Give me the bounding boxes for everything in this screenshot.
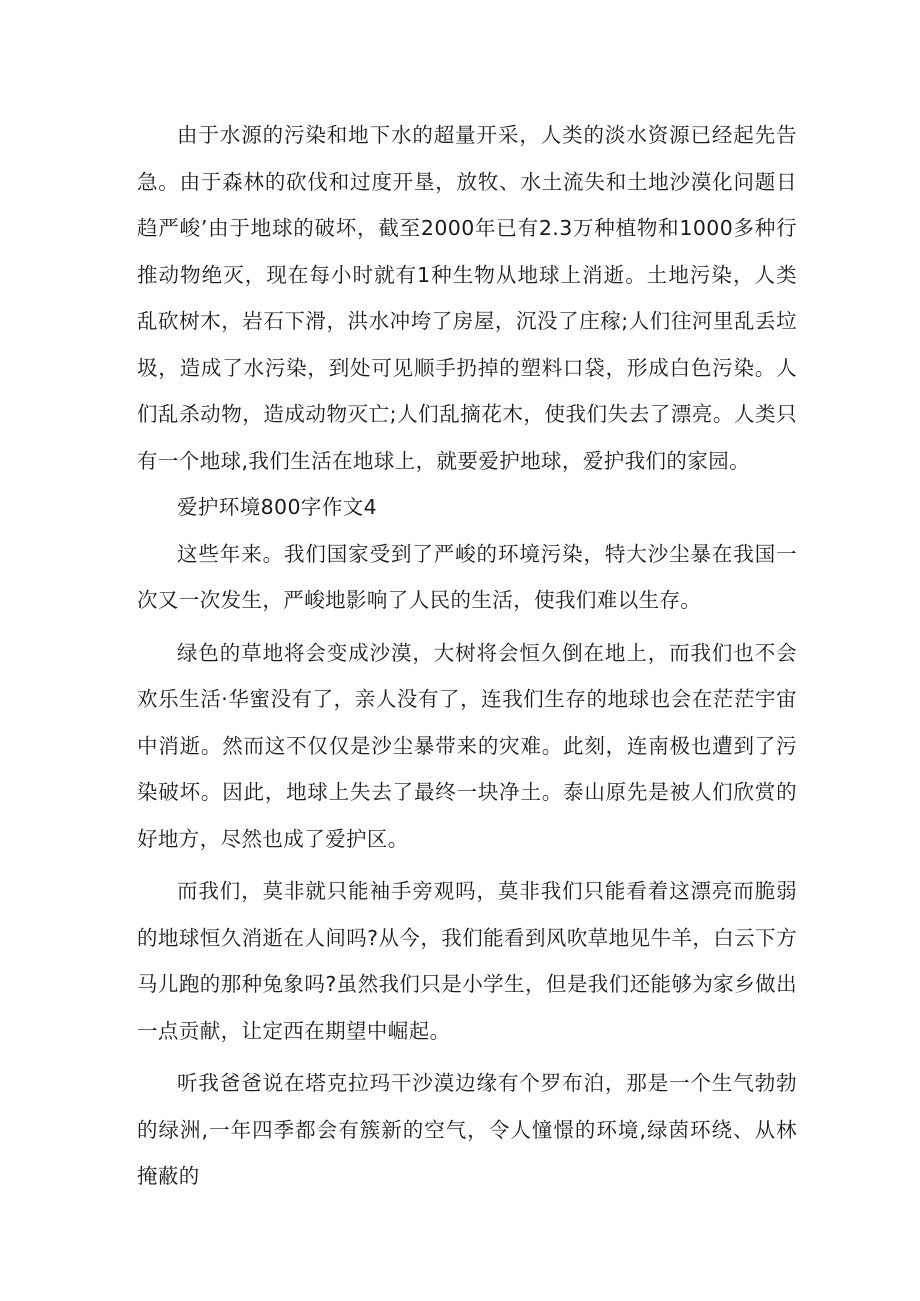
document-body: [137, 112, 797, 1200]
section-heading: 爱护环境800字作文4: [177, 495, 378, 519]
paragraph-3: 绿色的草地将会变成沙漠，大树将会恒久倒在地上，而我们也不会欢乐生活·华蜜没有了，亲人没有了，连我们生存的地球也会在茫茫宇宙中消逝。然而这不仅仅是沙尘暴带来的灾难。此刻，连南极也遭到了污染破坏。因此，地球上失去了最终一块净土。泰山原先是被人们欣赏的好地方，尽然也成了爱护区。: [137, 640, 797, 851]
paragraph-2: 这些年来。我们国家受到了严峻的环境污染，特大沙尘暴在我国一次又一次发生，严峻地影响了人民的生活，使我们难以生存。: [137, 541, 797, 612]
paragraph-4: 而我们，莫非就只能袖手旁观吗，莫非我们只能看着这漂亮而脆弱的地球恒久消逝在人间吗?从今，我们能看到风吹草地见牛羊，白云下方马儿跑的那种兔象吗?虽然我们只是小学生，但是我们还能够为家乡做出一点贡献，让定西在期望中崛起。: [137, 879, 797, 1043]
paragraph-5: 听我爸爸说在塔克拉玛干沙漠边缘有个罗布泊，那是一个生气勃勃的绿洲,一年四季都会有簇新的空气，令人憧憬的环境,绿茵环绕、从林掩蔽的: [137, 1071, 797, 1188]
paragraph-1: 由于水源的污染和地下水的超量开采，人类的淡水资源已经起先告急。由于森林的砍伐和过度开垦，放牧、水土流失和土地沙漠化问题日趋严峻’由于地球的破坏，截至2000年已有2.3万种植物和1000多种行推动物绝灭，现在每小时就有1种生物从地球上消逝。土地污染，人类乱砍树木，岩石下滑，洪水冲垮了房屋，沉没了庄稼;人们往河里乱丢垃圾，造成了水污染，到处可见顺手扔掉的塑料口袋，形成白色污染。人们乱杀动物，造成动物灭亡;人们乱摘花木，使我们失去了漂亮。人类只有一个地球,我们生活在地球上，就要爱护地球，爱护我们的家园。: [137, 123, 797, 473]
